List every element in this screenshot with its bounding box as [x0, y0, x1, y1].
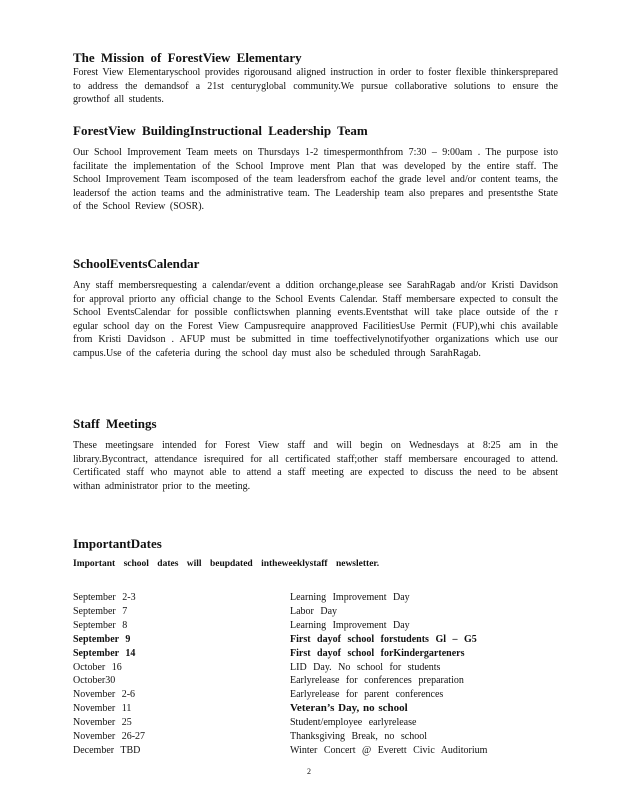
date-cell: September 9	[73, 633, 131, 645]
date-cell: November 26-27	[73, 731, 146, 743]
event-cell: Veteran’s Day, no school	[290, 702, 408, 715]
important-dates-list	[73, 591, 558, 758]
event-cell: First dayof school forstudents Gl – G5	[290, 633, 477, 645]
mission-section	[73, 50, 558, 107]
leadership-team-section	[73, 123, 558, 214]
event-cell: Earlyrelease for conferences preparation	[290, 675, 464, 687]
events-calendar-section	[73, 256, 558, 361]
date-row	[73, 674, 558, 688]
events-calendar-heading: SchoolEventsCalendar	[73, 256, 200, 271]
event-cell: Thanksgiving Break, no school	[290, 731, 427, 743]
date-row	[73, 730, 558, 744]
leadership-team-paragraph: Our School Improvement Team meets on Thursdays 1-2 timespermonthfrom 7:30 – 9:00am . The purpose isto facilitate the implementation of the School Improve ment Plan that was developed by the entire staff. The School Improvement Team iscomposed of the team leadersfrom eachof the grade level and/or content teams, the leadersof the action teams and the administrative team. The Leadership team also prepares and presentsthe State of the School Review (SOSR).	[73, 147, 558, 213]
page-number: 2	[307, 767, 311, 776]
event-cell: Winter Concert @ Everett Civic Auditorium	[290, 744, 488, 756]
events-calendar-paragraph: Any staff membersrequesting a calendar/event a ddition orchange,please see SarahRagab and/or Kristi Davidson for approval priorto any official change to the School Events Calendar. Staff membersare expected to consult the School EventsCalendar for possible conflictswhen planning events.Eventsthat will take place outside of the r egular school day on the Forest View Campusrequire anapproved FacilitiesUse Permit (FUP),whi chis available from Kristi Davidson . AFUP must be submitted in time toeffectivelynotifyother organizations which use our campus.Use of the cafeteria during the school day must also be scheduled through SarahRagab.	[73, 280, 558, 359]
date-cell: November 25	[73, 717, 132, 729]
date-row	[73, 633, 558, 647]
date-row	[73, 688, 558, 702]
important-dates-intro: Important school dates will beupdated intheweeklystaff newsletter.	[73, 559, 380, 569]
mission-paragraph: Forest View Elementaryschool provides rigorousand aligned instruction in order to foster flexible thinkersprepared to address the demandsof a 21st centuryglobal community.We pursue collaborative solutions to ensure the growthof all students.	[73, 67, 558, 106]
event-cell: Student/employee earlyrelease	[290, 717, 417, 729]
date-row	[73, 702, 558, 716]
leadership-team-heading: ForestView BuildingInstructional Leadership Team	[73, 123, 368, 138]
date-row	[73, 744, 558, 758]
date-row	[73, 647, 558, 661]
event-cell: LID Day. No school for students	[290, 661, 441, 673]
important-dates-heading: ImportantDates	[73, 536, 162, 551]
date-cell: September 2-3	[73, 592, 136, 603]
date-cell: November 11	[73, 703, 132, 715]
important-dates-section	[73, 536, 558, 758]
date-row	[73, 605, 558, 619]
date-cell: October30	[73, 675, 116, 687]
date-row	[73, 591, 558, 605]
mission-heading: The Mission of ForestView Elementary	[73, 50, 302, 65]
date-row	[73, 619, 558, 633]
event-cell: First dayof school forKindergarteners	[290, 647, 465, 659]
date-cell: November 2-6	[73, 689, 136, 701]
event-cell: Learning Improvement Day	[290, 592, 410, 603]
staff-meetings-heading: Staff Meetings	[73, 416, 157, 431]
staff-meetings-section	[73, 416, 558, 493]
date-cell: December TBD	[73, 744, 141, 756]
date-row	[73, 661, 558, 675]
event-cell: Earlyrelease for parent conferences	[290, 689, 444, 701]
staff-meetings-paragraph: These meetingsare intended for Forest View staff and will begin on Wednesdays at 8:25 am in the library.Bycontract, attendance isrequired for all certificated staff;other staff membersare encouraged to attend. Certificated staff who maynot able to attend a staff meeting are expected to discuss the need to be absent withan administrator prior to the meeting.	[73, 440, 558, 492]
event-cell: Labor Day	[290, 605, 338, 617]
event-cell: Learning Improvement Day	[290, 619, 410, 631]
date-cell: September 8	[73, 619, 128, 631]
date-cell: September 14	[73, 647, 136, 659]
date-cell: October 16	[73, 661, 122, 673]
date-row	[73, 716, 558, 730]
date-cell: September 7	[73, 605, 128, 617]
